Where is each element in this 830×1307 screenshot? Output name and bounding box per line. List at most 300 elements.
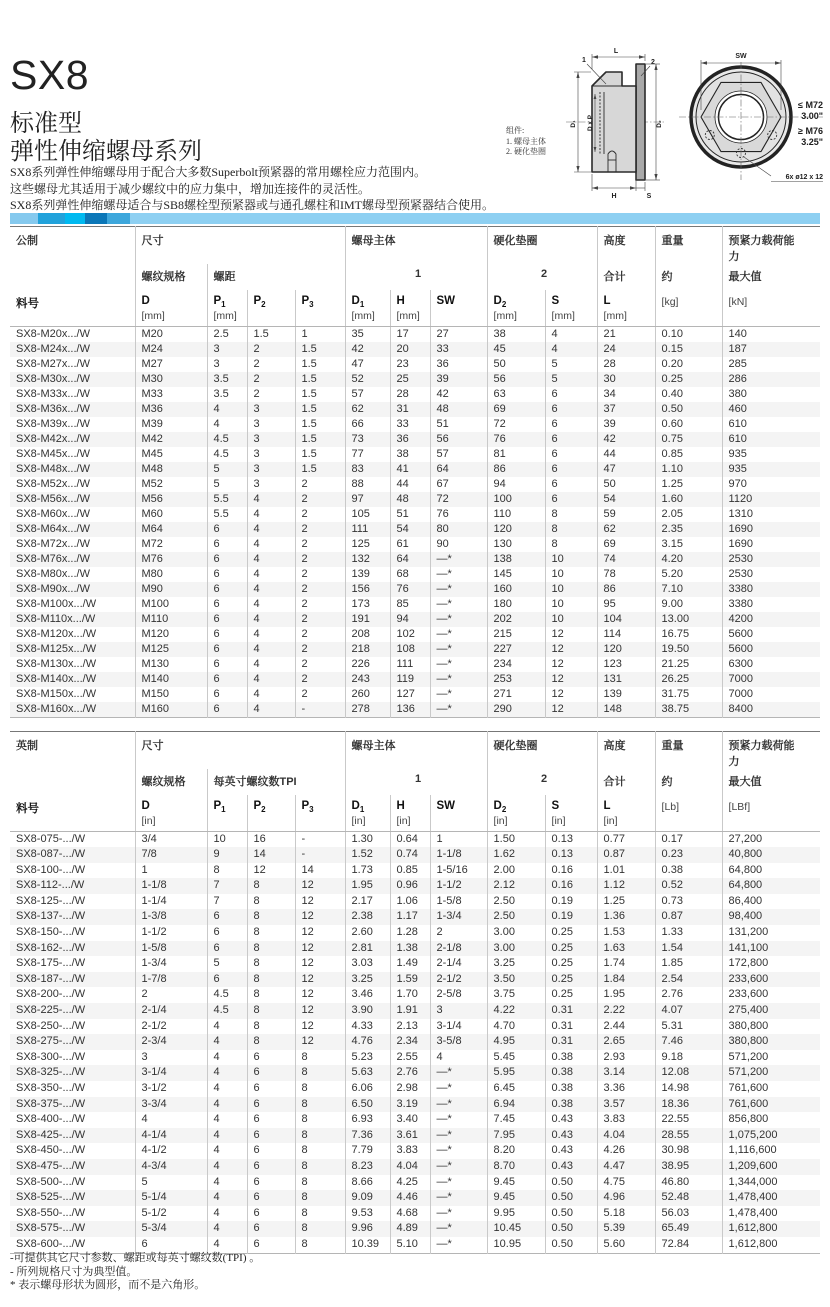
- sub-total: 合计: [597, 769, 655, 795]
- table-cell: SX8-100-.../W: [16, 863, 86, 876]
- table-cell: 12: [295, 1034, 345, 1050]
- table-cell: 21: [597, 326, 655, 342]
- table-cell: 114: [597, 627, 655, 642]
- table-cell: —*: [430, 1237, 487, 1253]
- table-cell: M42: [135, 432, 207, 447]
- table-cell: 28: [597, 357, 655, 372]
- table-row: [10, 972, 820, 988]
- table-cell: 8: [295, 1143, 345, 1159]
- table-cell: SX8-M36x.../W: [16, 402, 90, 415]
- table-cell: 4: [247, 507, 295, 522]
- table-cell: 2: [295, 672, 345, 687]
- table-cell: 7.95: [487, 1128, 545, 1144]
- table-cell: 0.16: [545, 878, 597, 894]
- table-row: [10, 1206, 820, 1222]
- table-cell: 36: [390, 432, 430, 447]
- table-cell: 0.60: [655, 417, 722, 432]
- group-washer: 硬化垫圈: [487, 732, 597, 770]
- table-cell: 6: [247, 1065, 295, 1081]
- table-cell: 34: [597, 387, 655, 402]
- table-cell: SX8-425-.../W: [16, 1128, 86, 1141]
- table-cell: 44: [597, 447, 655, 462]
- washer-shape: [636, 64, 645, 180]
- table-cell: 2.55: [390, 1050, 430, 1066]
- table-row: [10, 432, 820, 447]
- table-cell: 56.03: [655, 1206, 722, 1222]
- table-cell: 460: [722, 402, 820, 417]
- table-cell: 8: [247, 941, 295, 957]
- accent-bar-segment: [107, 213, 130, 224]
- column-header: [Lb]: [655, 795, 722, 831]
- table-cell: SX8-M27x.../W: [16, 357, 90, 370]
- table-cell: 2: [247, 342, 295, 357]
- table-row: [10, 1050, 820, 1066]
- table-cell: 30: [597, 372, 655, 387]
- table-cell: 2: [295, 492, 345, 507]
- table-cell: 1.33: [655, 925, 722, 941]
- table-cell: 10: [545, 567, 597, 582]
- table-cell: 26.25: [655, 672, 722, 687]
- table-cell: 132: [345, 552, 390, 567]
- table-cell: 4.25: [390, 1175, 430, 1191]
- table-cell: 64,800: [722, 863, 820, 879]
- table-cell: SX8-M45x.../W: [16, 447, 90, 460]
- table-cell: 1.5: [247, 326, 295, 342]
- table-cell: SX8-450-.../W: [16, 1144, 86, 1157]
- table-cell: 90: [430, 537, 487, 552]
- table-cell: 4: [207, 1034, 247, 1050]
- table-cell: 0.87: [597, 847, 655, 863]
- table-cell: 275,400: [722, 1003, 820, 1019]
- components-note: [506, 126, 546, 158]
- table-cell: 2.54: [655, 972, 722, 988]
- table-cell: 761,600: [722, 1081, 820, 1097]
- table-cell: 0.96: [390, 878, 430, 894]
- table-cell: 4.33: [345, 1019, 390, 1035]
- column-header: $P_3$: [295, 290, 345, 326]
- table-cell: 2-5/8: [430, 987, 487, 1003]
- table-cell: 1.12: [597, 878, 655, 894]
- description-line: SX8系列弹性伸缩螺母用于配合大多数Superbolt预紧器的常用螺栓应力范围内。: [10, 165, 427, 179]
- table-cell: 57: [345, 387, 390, 402]
- table-cell: 6: [545, 402, 597, 417]
- table-cell: 4.76: [345, 1034, 390, 1050]
- table-cell: 9.95: [487, 1206, 545, 1222]
- table-cell: 138: [487, 552, 545, 567]
- table-cell: 260: [345, 687, 390, 702]
- table-cell: 0.50: [545, 1237, 597, 1253]
- column-header: [kg]: [655, 290, 722, 326]
- table-cell: 8: [207, 863, 247, 879]
- table-cell: 9.00: [655, 597, 722, 612]
- table-cell: 6: [247, 1190, 295, 1206]
- table-cell: 38.75: [655, 702, 722, 718]
- table-cell: 0.23: [655, 847, 722, 863]
- table-cell: 119: [390, 672, 430, 687]
- table-cell: SX8-M150x.../W: [16, 687, 97, 700]
- table-cell: SX8-125-.../W: [16, 894, 86, 907]
- table-cell: 57: [430, 447, 487, 462]
- table-cell: —*: [430, 1175, 487, 1191]
- description-line: SX8系列弹性伸缩螺母适合与SB8螺栓型预紧器或与通孔螺柱和IMT螺母型预紧器结合使用。: [10, 198, 495, 212]
- table-cell: 125: [345, 537, 390, 552]
- table-cell: 86: [487, 462, 545, 477]
- table-cell: 8: [295, 1237, 345, 1253]
- table-cell: 42: [597, 432, 655, 447]
- footnote-line: - 所列规格尺寸为典型值。: [10, 1265, 138, 1278]
- table-cell: 4: [545, 326, 597, 342]
- table-cell: -: [295, 831, 345, 847]
- table-cell: —*: [430, 1159, 487, 1175]
- table-cell: 1-7/8: [135, 972, 207, 988]
- table-cell: 44: [390, 477, 430, 492]
- table-cell: 610: [722, 432, 820, 447]
- table-cell: 1.54: [655, 941, 722, 957]
- table-cell: SX8-225-.../W: [16, 1004, 86, 1017]
- table-cell: 0.16: [545, 863, 597, 879]
- table-cell: 3: [247, 477, 295, 492]
- table-cell: 5.20: [655, 567, 722, 582]
- table-cell: 1.74: [597, 956, 655, 972]
- table-cell: 1690: [722, 522, 820, 537]
- table-cell: SX8-187-.../W: [16, 972, 86, 985]
- table-cell: M120: [135, 627, 207, 642]
- table-cell: 62: [597, 522, 655, 537]
- table-cell: 38: [487, 326, 545, 342]
- table-cell: 7.79: [345, 1143, 390, 1159]
- table-cell: 0.50: [655, 402, 722, 417]
- table-cell: M45: [135, 447, 207, 462]
- table-cell: 4: [207, 1097, 247, 1113]
- table-cell: 0.87: [655, 909, 722, 925]
- table-cell: 4.04: [390, 1159, 430, 1175]
- table-cell: 5: [207, 462, 247, 477]
- table-cell: 8.66: [345, 1175, 390, 1191]
- nut-body-shape: [592, 72, 636, 172]
- table-cell: 3.83: [597, 1112, 655, 1128]
- table-cell: 6: [207, 537, 247, 552]
- table-cell: 30.98: [655, 1143, 722, 1159]
- table-cell: SX8-M76x.../W: [16, 552, 90, 565]
- table-row: [10, 1081, 820, 1097]
- table-cell: 4: [247, 492, 295, 507]
- table-cell: SX8-M39x.../W: [16, 417, 90, 430]
- table-cell: 2: [247, 387, 295, 402]
- table-cell: 4: [207, 1065, 247, 1081]
- table-cell: 56: [430, 432, 487, 447]
- table-cell: 28.55: [655, 1128, 722, 1144]
- dim-label-H: H: [611, 193, 617, 200]
- table-cell: 1.70: [390, 987, 430, 1003]
- round-size-note: [787, 126, 823, 148]
- table-cell: 856,800: [722, 1112, 820, 1128]
- table-cell: 67: [430, 477, 487, 492]
- table-cell: 39: [597, 417, 655, 432]
- table-cell: 76: [487, 432, 545, 447]
- column-header: D [in]: [135, 795, 207, 831]
- table-cell: 42: [430, 387, 487, 402]
- table-cell: 1310: [722, 507, 820, 522]
- table-cell: 4: [207, 1050, 247, 1066]
- table-cell: 1.95: [345, 878, 390, 894]
- table-cell: 1.28: [390, 925, 430, 941]
- table-cell: 18.36: [655, 1097, 722, 1113]
- table-cell: SX8-M160x.../W: [16, 702, 97, 715]
- table-cell: 2: [247, 357, 295, 372]
- column-header: H [mm]: [390, 290, 430, 326]
- table-cell: 4.07: [655, 1003, 722, 1019]
- table-cell: 226: [345, 657, 390, 672]
- table-cell: 13.00: [655, 612, 722, 627]
- table-cell: 39: [430, 372, 487, 387]
- sub-header-row: [10, 264, 820, 290]
- sub-approx: 约: [655, 264, 722, 290]
- column-header: $P_2$: [247, 290, 295, 326]
- table-cell: —*: [430, 582, 487, 597]
- group-weight: 重量: [655, 732, 722, 770]
- table-cell: 8: [545, 522, 597, 537]
- table-cell: 0.31: [545, 1034, 597, 1050]
- table-cell: 234: [487, 657, 545, 672]
- table-cell: 8: [295, 1159, 345, 1175]
- table-cell: 6: [545, 387, 597, 402]
- accent-bar-segment: [65, 213, 85, 224]
- table-cell: 278: [345, 702, 390, 718]
- table-cell: 4: [247, 597, 295, 612]
- table-cell: 66: [345, 417, 390, 432]
- column-header-row: [10, 290, 820, 326]
- table-cell: 0.25: [545, 987, 597, 1003]
- table-cell: 4: [247, 642, 295, 657]
- column-header: $D_2$ [mm]: [487, 290, 545, 326]
- table-cell: 2: [295, 687, 345, 702]
- table-cell: 6: [207, 552, 247, 567]
- table-cell: 4: [247, 702, 295, 718]
- table-cell: —*: [430, 1112, 487, 1128]
- table-cell: 8: [247, 1003, 295, 1019]
- table-cell: 4: [207, 1159, 247, 1175]
- table-cell: 35: [345, 326, 390, 342]
- table-cell: 5-1/4: [135, 1190, 207, 1206]
- table-cell: M24: [135, 342, 207, 357]
- table-cell: SX8-075-.../W: [16, 832, 86, 845]
- table-row: [10, 1128, 820, 1144]
- table-cell: 4: [247, 582, 295, 597]
- column-header: L [mm]: [597, 290, 655, 326]
- table-cell: 0.73: [655, 894, 722, 910]
- table-cell: 970: [722, 477, 820, 492]
- table-cell: 3.50: [487, 972, 545, 988]
- table-cell: 610: [722, 417, 820, 432]
- table-cell: 5.31: [655, 1019, 722, 1035]
- dim-label-SW: SW: [735, 53, 747, 60]
- table-cell: 4: [207, 1206, 247, 1222]
- table-row: [10, 477, 820, 492]
- table-cell: SX8-M110x.../W: [16, 612, 96, 625]
- table-cell: —*: [430, 657, 487, 672]
- table-cell: 3.61: [390, 1128, 430, 1144]
- table-cell: 2.76: [390, 1065, 430, 1081]
- table-row: [10, 987, 820, 1003]
- table-cell: 571,200: [722, 1050, 820, 1066]
- table-cell: 6: [207, 687, 247, 702]
- table-row: [10, 1175, 820, 1191]
- table-cell: SX8-M42x.../W: [16, 432, 90, 445]
- group-size: 尺寸: [135, 227, 345, 265]
- table-cell: 1.25: [655, 477, 722, 492]
- table-cell: 78: [597, 567, 655, 582]
- table-cell: 0.38: [655, 863, 722, 879]
- table-cell: 1.5: [295, 417, 345, 432]
- table-cell: M100: [135, 597, 207, 612]
- table-cell: SX8-M60x.../W: [16, 507, 90, 520]
- table-cell: 33: [430, 342, 487, 357]
- table-cell: 111: [390, 657, 430, 672]
- table-cell: —*: [430, 1097, 487, 1113]
- table-cell: —*: [430, 1221, 487, 1237]
- table-cell: 69: [487, 402, 545, 417]
- table-cell: 253: [487, 672, 545, 687]
- table-cell: 4: [430, 1050, 487, 1066]
- dim-label-D1: D₁: [570, 120, 577, 128]
- group-nut-body: 螺母主体: [345, 227, 487, 265]
- table-cell: 6: [247, 1112, 295, 1128]
- table-cell: 1.38: [390, 941, 430, 957]
- table-cell: 110: [487, 507, 545, 522]
- table-cell: 12: [295, 1003, 345, 1019]
- table-cell: 10: [545, 597, 597, 612]
- table-cell: —*: [430, 627, 487, 642]
- table-cell: 2: [247, 372, 295, 387]
- table-row: [10, 567, 820, 582]
- hex-size-note: [787, 100, 823, 122]
- table-cell: 8400: [722, 702, 820, 718]
- table-cell: 47: [597, 462, 655, 477]
- table-cell: 5: [207, 477, 247, 492]
- table-row: [10, 522, 820, 537]
- table-cell: 5-3/4: [135, 1221, 207, 1237]
- table-cell: 5.18: [597, 1206, 655, 1222]
- table-cell: 0.50: [545, 1221, 597, 1237]
- table-cell: 1.10: [655, 462, 722, 477]
- table-cell: 69: [597, 537, 655, 552]
- table-cell: 64: [430, 462, 487, 477]
- table-cell: 2-3/4: [135, 1034, 207, 1050]
- table-cell: 2.93: [597, 1050, 655, 1066]
- table-cell: 6: [207, 597, 247, 612]
- table-cell: 8: [295, 1065, 345, 1081]
- table-cell: 0.17: [655, 831, 722, 847]
- table-cell: 1-1/2: [430, 878, 487, 894]
- table-row: [10, 909, 820, 925]
- table-cell: 7.10: [655, 582, 722, 597]
- table-cell: 2: [295, 582, 345, 597]
- table-cell: 12: [295, 972, 345, 988]
- table-row: [10, 342, 820, 357]
- table-cell: SX8-162-.../W: [16, 941, 86, 954]
- table-cell: 1.30: [345, 831, 390, 847]
- table-cell: 8: [247, 894, 295, 910]
- table-cell: 0.38: [545, 1050, 597, 1066]
- table-cell: 1,075,200: [722, 1128, 820, 1144]
- table-cell: SX8-M64x.../W: [16, 522, 90, 535]
- description-line: 这些螺母尤其适用于减少螺纹中的应力集中，增加连接件的灵活性。: [10, 181, 371, 196]
- table-cell: 1.59: [390, 972, 430, 988]
- table-cell: 172,800: [722, 956, 820, 972]
- table-cell: M160: [135, 702, 207, 718]
- table-cell: SX8-M24x.../W: [16, 342, 90, 355]
- table-cell: 4: [545, 342, 597, 357]
- table-cell: 2: [135, 987, 207, 1003]
- table-cell: 4.22: [487, 1003, 545, 1019]
- table-row: [10, 462, 820, 477]
- table-cell: 271: [487, 687, 545, 702]
- table-cell: 3.00: [487, 941, 545, 957]
- table-cell: 1.5: [295, 402, 345, 417]
- table-cell: 3-1/2: [135, 1081, 207, 1097]
- table-cell: 0.25: [545, 925, 597, 941]
- table-cell: SX8-350-.../W: [16, 1082, 86, 1094]
- table-row: [10, 627, 820, 642]
- table-row: [10, 1143, 820, 1159]
- table-cell: 6: [207, 612, 247, 627]
- table-cell: 3.46: [345, 987, 390, 1003]
- table-cell: 1690: [722, 537, 820, 552]
- table-row: [10, 1034, 820, 1050]
- table-cell: 1: [430, 831, 487, 847]
- table-cell: 180: [487, 597, 545, 612]
- table-cell: 5.5: [207, 507, 247, 522]
- table-cell: 0.38: [545, 1081, 597, 1097]
- table-cell: 14.98: [655, 1081, 722, 1097]
- table-cell: 935: [722, 462, 820, 477]
- table-cell: 1-5/8: [430, 894, 487, 910]
- table-cell: 6: [207, 642, 247, 657]
- table-cell: 2.34: [390, 1034, 430, 1050]
- table-cell: 94: [487, 477, 545, 492]
- table-cell: SX8-150-.../W: [16, 926, 86, 939]
- table-row: [10, 878, 820, 894]
- table-cell: 4.89: [390, 1221, 430, 1237]
- table-cell: 2-1/4: [135, 1003, 207, 1019]
- table-row: [10, 894, 820, 910]
- table-cell: 1.49: [390, 956, 430, 972]
- table-cell: 4: [207, 1190, 247, 1206]
- table-cell: 108: [390, 642, 430, 657]
- table-cell: 63: [487, 387, 545, 402]
- table-cell: -: [295, 847, 345, 863]
- table-cell: 2.81: [345, 941, 390, 957]
- table-cell: M140: [135, 672, 207, 687]
- table-cell: 571,200: [722, 1065, 820, 1081]
- table-cell: 233,600: [722, 972, 820, 988]
- table-cell: 1.25: [597, 894, 655, 910]
- table-cell: 3.15: [655, 537, 722, 552]
- table-cell: 16: [247, 831, 295, 847]
- table-cell: 19.50: [655, 642, 722, 657]
- table-cell: 3-5/8: [430, 1034, 487, 1050]
- table-cell: 140: [722, 326, 820, 342]
- column-header: $P_3$: [295, 795, 345, 831]
- table-cell: —*: [430, 612, 487, 627]
- table-cell: 50: [597, 477, 655, 492]
- table-cell: 243: [345, 672, 390, 687]
- table-cell: 4: [207, 1019, 247, 1035]
- table-cell: 4: [207, 1221, 247, 1237]
- table-cell: 2: [295, 477, 345, 492]
- callout-1: 1: [582, 57, 586, 64]
- table-cell: 5.39: [597, 1221, 655, 1237]
